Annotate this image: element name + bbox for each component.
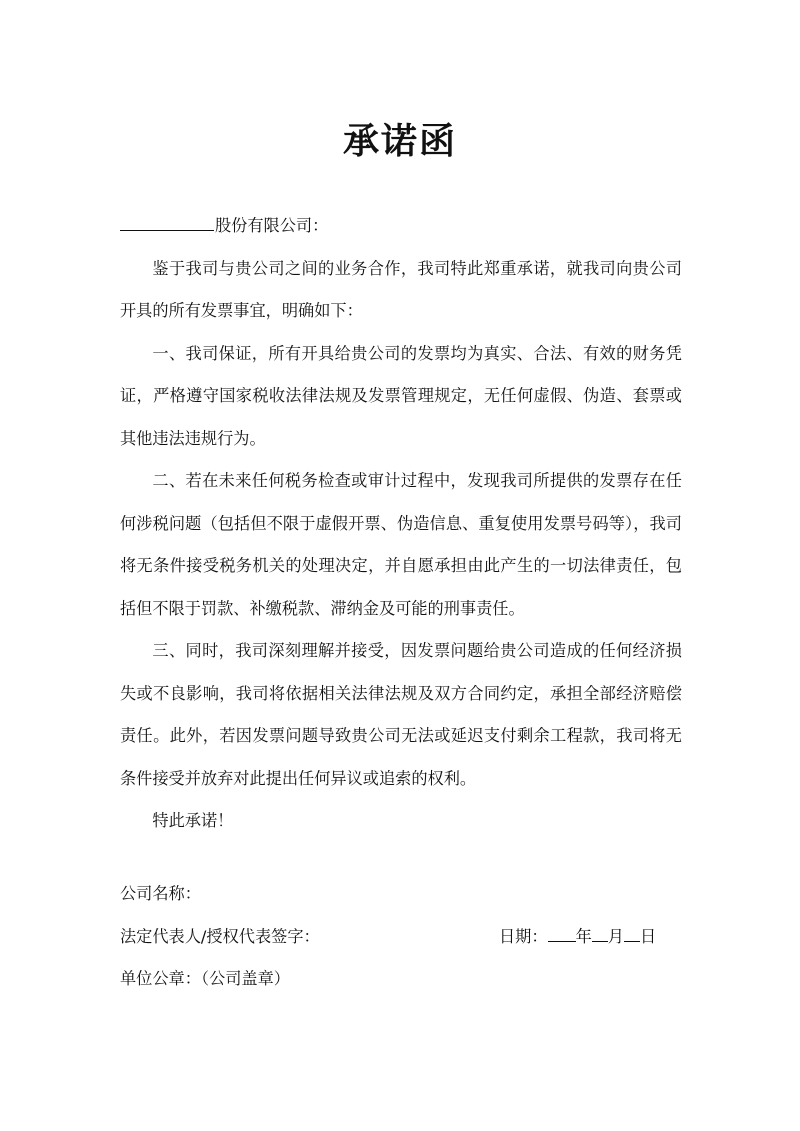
- paragraph-clause-2: 二、若在未来任何税务检查或审计过程中，发现我司所提供的发票存在任何涉税问题（包括但不限于虚假开票、伪造信息、重复使用发票号码等），我司将无条件接受税务机关的处理决定，并自愿承担由此产生的一切法律责任，包括但不限于罚款、补缴税款、滞纳金及可能的刑事责任。: [120, 471, 682, 618]
- document-title: 承诺函: [342, 121, 457, 162]
- paragraph-intro: 鉴于我司与贵公司之间的业务合作，我司特此郑重承诺，就我司向贵公司开具的所有发票事宜，明确如下：: [120, 258, 682, 320]
- signature-block: [120, 873, 682, 1001]
- addressee-suffix: 股份有限公司：: [215, 216, 329, 235]
- representative-label: 法定代表人/授权代表签字：: [120, 926, 320, 946]
- addressee-blank: [120, 229, 214, 231]
- paragraph-clause-3: 三、同时，我司深刻理解并接受，因发票问题给贵公司造成的任何经济损失或不良影响，我司将依据相关法律法规及双方合同约定，承担全部经济赔偿责任。此外，若因发票问题导致贵公司无法或延迟支付剩余工程款，我司将无条件接受并放弃对此提出任何异议或追索的权利。: [120, 641, 682, 788]
- date-label: 日期：: [499, 926, 548, 946]
- seal-label: 单位公章：（公司盖章）: [120, 969, 290, 988]
- representative-row: [120, 916, 682, 959]
- seal-row: [120, 958, 682, 1001]
- month-label: 月: [607, 926, 624, 946]
- paragraph-closing: 特此承诺！: [152, 811, 234, 830]
- year-label: 年: [575, 926, 592, 946]
- addressee-line: [120, 205, 682, 248]
- year-blank: [548, 927, 576, 942]
- date-field: [499, 916, 656, 959]
- day-blank: [624, 927, 640, 942]
- paragraph-clause-1: 一、我司保证，所有开具给贵公司的发票均为真实、合法、有效的财务凭证，严格遵守国家税收法律法规及发票管理规定，无任何虚假、伪造、套票或其他违法违规行为。: [120, 343, 682, 448]
- document-body: [120, 205, 682, 843]
- company-name-row: [120, 873, 682, 916]
- day-label: 日: [639, 926, 657, 946]
- company-name-label: 公司名称：: [120, 884, 201, 903]
- month-blank: [592, 927, 608, 942]
